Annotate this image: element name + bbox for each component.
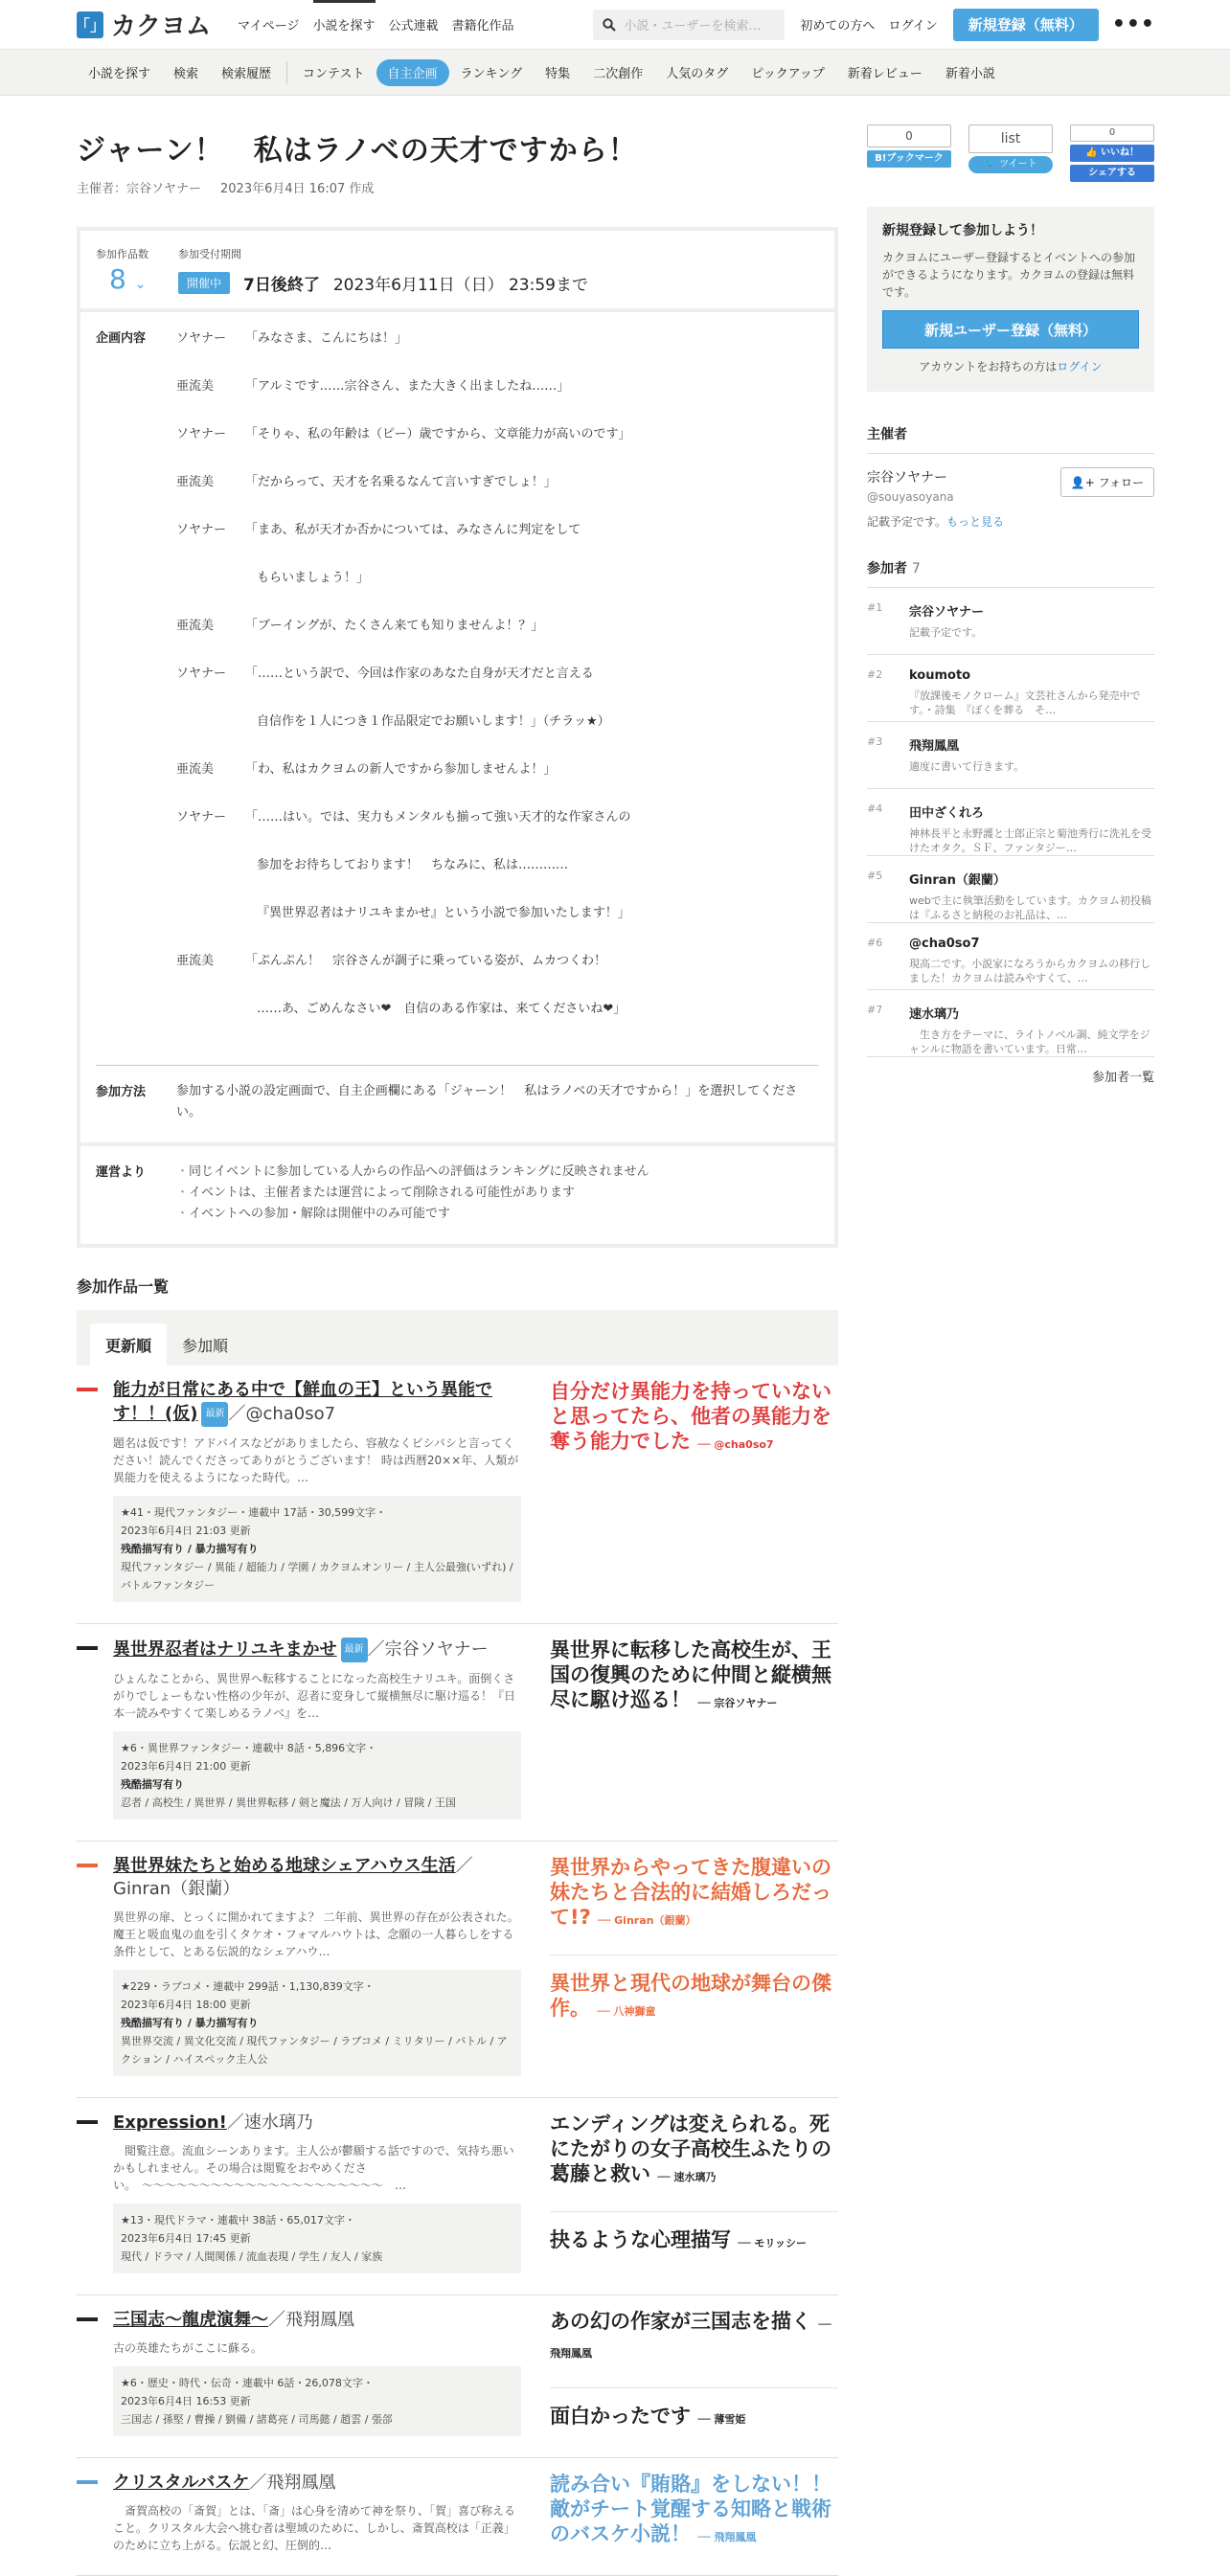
dialogue-line (176, 567, 819, 615)
bookmark-count: 0 (867, 124, 951, 147)
subnav-ranking[interactable]: ランキング (460, 67, 523, 81)
dialogue-text: 「ぷんぷん！ 宗谷さんが調子に乗っている姿が、ムカつくわ！ (245, 954, 607, 968)
participant-name[interactable]: koumoto (909, 668, 971, 683)
work-author[interactable]: ／@cha0so7 (228, 1404, 336, 1424)
dialogue-text: 「……はい。では、実力もメンタルも揃って強い天才的な作家さんの (245, 810, 631, 825)
work-meta (113, 1496, 521, 1602)
speaker: 亜流美 (176, 379, 215, 394)
tweet-count: list (968, 124, 1053, 153)
work-title-line (113, 2309, 521, 2332)
deadline: 2023年6月11日（日） 23:59まで (332, 276, 588, 295)
review-author: ── モリッシー (738, 2237, 807, 2249)
site-logo[interactable] (77, 7, 211, 42)
work-reviews (550, 2112, 838, 2273)
join-title: 新規登録して参加しよう！ (882, 223, 1043, 238)
work-tags: 現代ファンタジー / 異能 / 超能力 / 学園 / カクヨムオンリー / 主人公最強(いずれ) / バトルファンタジー (121, 1561, 513, 1592)
review-text: 異世界と現代の地球が舞台の傑作。 (550, 1972, 831, 2020)
participant-name[interactable]: 飛翔鳳凰 (909, 739, 960, 754)
content-section (80, 312, 834, 1065)
tab-updated[interactable]: 更新順 (90, 1323, 167, 1366)
remaining-days: 7日後終了 (243, 276, 320, 295)
review-text: エンディングは変えられる。死にたがりの女子高校生ふたりの葛藤と救い (550, 2113, 831, 2185)
work-title-line (113, 2472, 521, 2495)
work-title-link[interactable]: 三国志～龍虎演舞～ (113, 2310, 268, 2330)
work-author[interactable]: ／宗谷ソヤナー (367, 1639, 489, 1660)
new-user-register-button[interactable]: 新規ユーザー登録（無料） (882, 310, 1139, 349)
subnav-pickup[interactable]: ピックアップ (751, 67, 825, 81)
speaker: ソヤナー (176, 427, 227, 441)
join-box (867, 207, 1154, 392)
period-label: 参加受付期間 (178, 248, 241, 260)
participant-item[interactable] (867, 789, 1154, 856)
dialogue-line (176, 998, 819, 1046)
speaker: ソヤナー (176, 523, 227, 537)
work-tags: 忍者 / 高校生 / 異世界 / 異世界転移 / 剣と魔法 / 万人向け / 冒険 / 王国 (121, 1796, 456, 1809)
participants-link[interactable]: 参加者一覧 (1091, 1071, 1154, 1085)
event-status (80, 231, 834, 312)
note-item: ・ 同じイベントに参加している人からの作品への評価はランキングに反映されません (176, 1162, 819, 1183)
review-author: ── 八神獅童 (597, 2005, 656, 2018)
work-intro: 斎賀高校の「斎賀」とは、「斎」は心身を清めて神を祭り、「賀」喜び称えること。クリスタル大会へ挑む者は聖域のために、しかし、斎賀高校は「正義」のために立ち上がる。伝説と幻、圧倒的… (113, 2504, 516, 2552)
search-input[interactable] (593, 10, 785, 40)
works-title: 参加作品一覧 (77, 1277, 170, 1296)
participant-item[interactable] (867, 588, 1154, 655)
count-value: 8 (109, 263, 126, 295)
work-info (113, 1638, 521, 1819)
participant-name[interactable]: 宗谷ソヤナー (909, 605, 985, 620)
hatena-bookmark-button[interactable] (867, 124, 951, 182)
review-author: ── 飛翔鳳凰 (550, 2318, 831, 2360)
subnav-fanfic[interactable]: 二次創作 (593, 67, 644, 81)
review-catchphrase[interactable] (550, 2472, 838, 2550)
dialogue-text: 「ブーイングが、たくさん来ても知りませんよ！？」 (245, 619, 544, 633)
dialogue-text: 「みなさま、こんにちは！」 (245, 331, 408, 346)
count-dropdown[interactable] (96, 263, 178, 295)
review-text: あの幻の作家が三国志を描く (550, 2310, 811, 2333)
participant-name[interactable]: @cha0so7 (909, 937, 980, 951)
tab-joined[interactable]: 参加順 (182, 1336, 229, 1355)
divider (286, 61, 287, 84)
subnav-new-novels[interactable]: 新着小説 (945, 67, 995, 81)
host-desc: 記載予定です。 (867, 515, 947, 529)
nav-mypage[interactable]: マイページ (238, 19, 300, 34)
thumbs-up-icon: 👍 (1085, 147, 1098, 158)
tweet-label: ツイート (999, 159, 1037, 169)
work-updated: 2023年6月4日 17:45 更新 (121, 2232, 251, 2245)
participant-desc: webで主に執筆活動をしています。カクヨム初投稿は『ふるさと納税のお礼品は、… (909, 894, 1151, 921)
created-date: 2023年6月4日 16:07 作成 (220, 182, 375, 196)
follow-label: フォロー (1098, 476, 1144, 489)
participant-desc: 記載予定です。 (909, 626, 983, 639)
participant-desc: 生き方をテーマに、ライトノベル調、純文学をジャンルに物語を書いています。日常… (909, 1028, 1150, 1055)
nav-official[interactable]: 公式連載 (388, 19, 439, 34)
participants-title: 参加者 (867, 561, 907, 576)
participant-name[interactable]: 田中ざくれろ (909, 806, 985, 821)
participant-body (909, 735, 1154, 788)
dialogue-line (176, 423, 819, 471)
review-catchphrase[interactable] (550, 1955, 838, 2024)
work-item (77, 2098, 838, 2295)
participant-desc: 現高二です。小説家になろうからカクヨムの移行しました！カクヨムは読みやすくて、… (909, 958, 1151, 984)
participant-desc: 適度に書いて行きます。 (909, 760, 1025, 773)
note-item: ・ イベントは、主催者または運営によって削除される可能性があります (176, 1183, 819, 1204)
page-title: ジャーン！ 私はラノベの天才ですから！ (77, 134, 638, 168)
dialogue-text: 参加をお待ちしております！ ちなみに、私は………… (257, 858, 569, 872)
dialogue-text: 「まあ、私が天才か否かについては、みなさんに判定をして (245, 523, 581, 537)
work-warnings: 残酷描写有り / 暴力描写有り (121, 1543, 259, 1555)
method-text: 参加する小説の設定画面で、自主企画欄にある「ジャーン！ 私はラノベの天才ですから！」を選択してください。 (176, 1084, 798, 1119)
work-item (77, 1624, 838, 1842)
dialogue-text: 「……という訳で、今回は作家のあなた自身が天才だと言える (245, 667, 594, 681)
review-catchphrase[interactable] (550, 1855, 838, 1933)
work-item (77, 2295, 838, 2458)
work-updated: 2023年6月4日 21:03 更新 (121, 1525, 251, 1537)
content-label: 企画内容 (96, 331, 147, 346)
work-title-link[interactable]: Expression! (113, 2113, 227, 2133)
work-color-bar (77, 1646, 98, 1650)
link-first-time[interactable]: 初めての方へ (800, 19, 876, 34)
participant-item[interactable] (867, 655, 1154, 722)
dialogue-line (176, 902, 819, 950)
work-color-bar (77, 1388, 98, 1391)
work-stats: ★6・異世界ファンタジー・連載中 8話・5,896文字・ (121, 1742, 377, 1754)
work-meta (113, 1970, 521, 2076)
facebook-like-button[interactable] (1070, 124, 1154, 182)
host-card (867, 453, 1154, 530)
participant-body (909, 937, 1154, 989)
speaker: 亜流美 (176, 475, 215, 489)
review-author: ── @cha0so7 (697, 1438, 774, 1451)
share-label[interactable]: シェアする (1070, 165, 1154, 182)
subnav-history[interactable]: 検索履歴 (221, 67, 272, 81)
work-info (113, 2112, 521, 2273)
dialogue-line (176, 950, 819, 998)
work-info (113, 2309, 521, 2436)
work-intro: 閲覧注意。流血シーンあります。主人公が鬱願する話ですので、気持ち悪いかもしれません。その場合は閲覧をおやめください。 〜〜〜〜〜〜〜〜〜〜〜〜〜〜〜〜〜〜〜〜〜 … (113, 2144, 514, 2192)
dialogue-text: 「そりゃ、私の年齢は（ピー）歳ですから、文章能力が高いのです」 (245, 427, 631, 441)
search-placeholder: 小説・ユーザーを検索… (624, 19, 762, 34)
review-catchphrase[interactable] (550, 2211, 838, 2256)
host-line: 主催者：宗谷ソヤナー (77, 182, 202, 196)
participant-item[interactable] (867, 990, 1154, 1057)
work-tags: 三国志 / 孫堅 / 曹操 / 劉備 / 諸葛亮 / 司馬懿 / 趙雲 / 張郃 (121, 2413, 393, 2426)
speaker: 亜流美 (176, 762, 215, 777)
participant-body (909, 1004, 1154, 1056)
work-warnings: 残酷描写有り (121, 1778, 184, 1791)
work-intro: ひょんなことから、異世界へ転移することになった高校生ナリユキ。面倒くさがりでしょーもない性格の少年が、忍者に変身して縦横無尽に駆け巡る！『日本一読みやすくて楽しめるラノベ』を… (113, 1672, 516, 1720)
dialogue-line (176, 519, 819, 567)
work-reviews (550, 2309, 838, 2436)
speaker: ソヤナー (176, 331, 227, 346)
like-label: いいね！ (1100, 147, 1139, 158)
dialogue-line (176, 806, 819, 854)
work-title-line (113, 1379, 521, 1427)
work-title-link[interactable]: 異世界忍者はナリユキまかせ (113, 1639, 337, 1660)
main-column (77, 115, 838, 2576)
review-author: ── 飛翔鳳凰 (697, 2531, 757, 2543)
account-text: アカウントをお持ちの方は (919, 360, 1058, 373)
subnav-find[interactable]: 小説を探す (88, 67, 151, 81)
subnav-contest[interactable]: コンテスト (303, 67, 365, 81)
dialogue-line (176, 854, 819, 902)
subnav-user-event[interactable]: 自主企画 (376, 59, 449, 86)
subnav-new-reviews[interactable]: 新着レビュー (847, 67, 922, 81)
twitter-bird-icon: 🐦 (984, 159, 996, 169)
notes-label: 運営より (96, 1165, 147, 1180)
participant-desc: 『放課後モノクローム』文芸社さんから発売中です。・詩集 『ぼくを葬る そ… (909, 689, 1141, 716)
review-catchphrase[interactable] (550, 2112, 838, 2190)
participant-rank: #1 (867, 601, 883, 614)
event-meta (77, 178, 838, 196)
review-text: 異世界に転移した高校生が、王国の復興のために仲間と縦横無尽に駆け巡る！ (550, 1638, 831, 1711)
work-stats: ★6・歴史・時代・伝奇・連載中 6話・26,078文字・ (121, 2377, 374, 2389)
participant-desc: 神林長平と永野護と士郎正宗と菊池秀行に洗礼を受けたオタク。ＳＦ、ファンタジー… (909, 827, 1151, 854)
work-title-line (113, 1638, 521, 1662)
dialogue-text: 『異世界忍者はナリユキまかせ』という小説で参加いたします！」 (257, 906, 630, 920)
host-id: @souyasoyana (867, 490, 954, 504)
participant-rank: #3 (867, 735, 883, 748)
work-author[interactable]: ／速水璃乃 (226, 2113, 313, 2133)
dialogue-text: 「だからって、天才を名乗るなんて言いすぎでしょ！」 (245, 475, 557, 489)
review-catchphrase[interactable] (550, 2309, 838, 2366)
review-author: ── 速水璃乃 (657, 2171, 717, 2183)
host-more-link[interactable]: もっと見る (946, 515, 1005, 529)
review-catchphrase[interactable] (550, 2387, 838, 2432)
work-updated: 2023年6月4日 18:00 更新 (121, 1999, 251, 2011)
dialogue-text: 「アルミです……宗谷さん、また大きく出ましたね……」 (245, 379, 570, 394)
work-intro: 題名は仮です！アドバイスなどがありましたら、容赦なくビシバシと言ってください！読んでくださってありがとうございます！ 時は西暦20××年、人類が異能力を使えるようになった時代。… (113, 1436, 519, 1484)
review-text: 読み合い『賄賂』をしない！！敵がチート覚醒する知略と戦術のバスケ小説！ (550, 2473, 831, 2545)
more-menu-icon[interactable]: ••• (1111, 12, 1155, 36)
work-info (113, 1379, 521, 1602)
dialogue-line (176, 375, 819, 423)
new-badge: 最新 (201, 1402, 228, 1427)
dialogue-line (176, 711, 819, 758)
nav-books[interactable]: 書籍化作品 (451, 19, 514, 34)
speaker: ソヤナー (176, 810, 227, 825)
work-color-bar (77, 2120, 98, 2124)
like-count: 0 (1070, 124, 1154, 142)
logo-text: カクヨム (111, 12, 212, 41)
work-title-line (113, 1855, 521, 1901)
work-reviews (550, 1855, 838, 2076)
follow-button[interactable] (1060, 467, 1154, 497)
work-info (113, 2472, 521, 2554)
work-title-link[interactable]: 能力が日常にある中で【鮮血の王】という異能です！！(仮) (113, 1380, 492, 1424)
review-text: 抉るような心理描写 (550, 2228, 731, 2251)
speaker: 亜流美 (176, 619, 215, 633)
dialogue-text: ……あ、ごめんなさい❤ 自信のある作家は、来てくださいね❤」 (257, 1002, 626, 1016)
login-link[interactable]: ログイン (1057, 360, 1103, 373)
work-tags: 現代 / ドラマ / 人間関係 / 流血表現 / 学生 / 友人 / 家族 (121, 2250, 383, 2263)
count-label: 参加作品数 (96, 248, 148, 260)
work-reviews (550, 1379, 838, 1602)
participant-body (909, 668, 1154, 721)
review-author: ── 薄雪姫 (697, 2413, 746, 2426)
subnav-feature[interactable]: 特集 (545, 67, 571, 81)
participant-item[interactable] (867, 856, 1154, 923)
header-nav (238, 0, 514, 50)
dialogue-line (176, 663, 819, 711)
participant-body (909, 601, 1154, 654)
login-prompt (882, 358, 1139, 374)
speaker: ソヤナー (176, 667, 227, 681)
logo-mark-icon: 「」 (77, 11, 103, 38)
work-info (113, 1855, 521, 2076)
work-meta (113, 2203, 521, 2273)
participant-item[interactable] (867, 923, 1154, 990)
chevron-down-icon: ⌄ (134, 277, 147, 292)
participant-body (909, 870, 1154, 922)
bookmark-label: B!ブックマーク (867, 150, 951, 168)
work-warnings: 残酷描写有り / 暴力描写有り (121, 2017, 259, 2029)
participant-rank: #6 (867, 937, 883, 949)
dialogue-text: 「わ、私はカクヨムの新人ですから参加しませんよ！」 (245, 762, 557, 777)
dialogue-line (176, 328, 819, 375)
work-updated: 2023年6月4日 16:53 更新 (121, 2395, 251, 2407)
dialogue-text: もらいましょう！」 (257, 571, 370, 585)
review-catchphrase[interactable] (550, 1379, 838, 1457)
top-header (0, 0, 1230, 50)
participant-name[interactable]: Ginran（銀蘭） (909, 873, 1006, 888)
works-list (77, 1366, 838, 2576)
work-author[interactable]: ／飛翔鳳凰 (268, 2310, 354, 2330)
review-text: 異世界からやってきた腹違いの妹たちと合法的に結婚しろだって!? (550, 1856, 831, 1929)
work-intro: 古の英雄たちがここに蘇る。 (113, 2341, 263, 2355)
dialogue-text: 自信作を１人につき１作品限定でお願いします！」（チラッ★） (257, 714, 610, 729)
participant-rank: #7 (867, 1004, 883, 1016)
method-label: 参加方法 (96, 1085, 147, 1099)
dialogue-line (176, 615, 819, 663)
note-item: ・ イベントへの参加・解除は開催中のみ可能です (176, 1204, 819, 1225)
work-title-link[interactable]: クリスタルバスケ (113, 2473, 250, 2493)
register-button[interactable]: 新規登録（無料） (953, 9, 1099, 41)
work-item (77, 1842, 838, 2098)
status-badge: 開催中 (178, 272, 230, 294)
content-body (176, 328, 819, 1046)
participant-rank: #4 (867, 802, 883, 815)
work-updated: 2023年6月4日 21:00 更新 (121, 1760, 251, 1773)
participant-rank: #2 (867, 668, 883, 681)
work-tags: 異世界交流 / 異文化交流 / 現代ファンタジー / ラブコメ / ミリタリー / バトル / アクション / ハイスペック主人公 (121, 2035, 508, 2066)
work-color-bar (77, 2480, 98, 2484)
work-reviews (550, 2472, 838, 2554)
work-intro: 異世界の扉、とっくに開かれてますよ？ 二年前、異世界の存在が公表された。魔王と吸血鬼の血を引くタケオ・フォマルハウトは、念願の一人暮らしをする条件として、とある伝説的なシェアハウ… (113, 1910, 519, 1958)
work-stats: ★229・ラブコメ・連載中 299話・1,130,839文字・ (121, 1980, 375, 1993)
link-login[interactable]: ログイン (888, 19, 938, 34)
sub-nav (0, 50, 1230, 96)
search-icon (603, 18, 616, 32)
join-text: カクヨムにユーザー登録するとイベントへの参加ができるようになります。カクヨムの登録は無料です。 (882, 251, 1136, 299)
works-tabs (77, 1310, 838, 1366)
work-title-line (113, 2112, 521, 2135)
work-reviews (550, 1638, 838, 1819)
participant-item[interactable] (867, 722, 1154, 789)
nav-find-novels[interactable]: 小説を探す (313, 0, 376, 50)
dialogue-line (176, 471, 819, 519)
work-stats: ★13・現代ドラマ・連載中 38話・65,017文字・ (121, 2214, 355, 2226)
user-add-icon: 👤+ (1070, 476, 1095, 489)
review-author: ── Ginran（銀蘭） (598, 1914, 696, 1927)
review-text: 面白かったです (550, 2405, 691, 2428)
work-color-bar (77, 2317, 98, 2321)
review-catchphrase[interactable] (550, 1638, 838, 1716)
dialogue-line (176, 758, 819, 806)
participants-list (867, 587, 1154, 1057)
participant-rank: #5 (867, 870, 883, 882)
work-author[interactable]: ／飛翔鳳凰 (249, 2473, 336, 2493)
method-section (80, 1066, 834, 1142)
new-badge: 最新 (341, 1638, 368, 1662)
sidebar (867, 115, 1154, 1085)
host-heading: 主催者 (867, 427, 907, 442)
review-text: 自分だけ異能力を持っていないと思ってたら、他者の異能力を奪う能力でした (550, 1380, 831, 1453)
participants-count: 7 (911, 561, 921, 576)
participants-heading (867, 558, 1154, 577)
work-meta (113, 1731, 521, 1819)
work-color-bar (77, 1864, 98, 1867)
work-item (77, 2458, 838, 2576)
subnav-search[interactable]: 検索 (173, 67, 199, 81)
work-item (77, 1366, 838, 1624)
tweet-button[interactable] (968, 124, 1053, 182)
work-stats: ★41・現代ファンタジー・連載中 17話・30,599文字・ (121, 1506, 387, 1519)
host-name[interactable]: 宗谷ソヤナー (867, 470, 947, 486)
subnav-tags[interactable]: 人気のタグ (666, 67, 729, 81)
notes-section (80, 1142, 834, 1244)
work-title-link[interactable]: 異世界妹たちと始める地球シェアハウス生活 (113, 1856, 456, 1876)
event-card (77, 227, 838, 1248)
share-buttons (867, 124, 1154, 182)
participant-body (909, 802, 1154, 855)
participant-name[interactable]: 速水璃乃 (909, 1007, 960, 1022)
speaker: 亜流美 (176, 954, 215, 968)
work-meta (113, 2366, 521, 2436)
review-author: ── 宗谷ソヤナー (697, 1697, 778, 1709)
work-author[interactable]: ／Ginran（銀蘭） (113, 1856, 473, 1899)
